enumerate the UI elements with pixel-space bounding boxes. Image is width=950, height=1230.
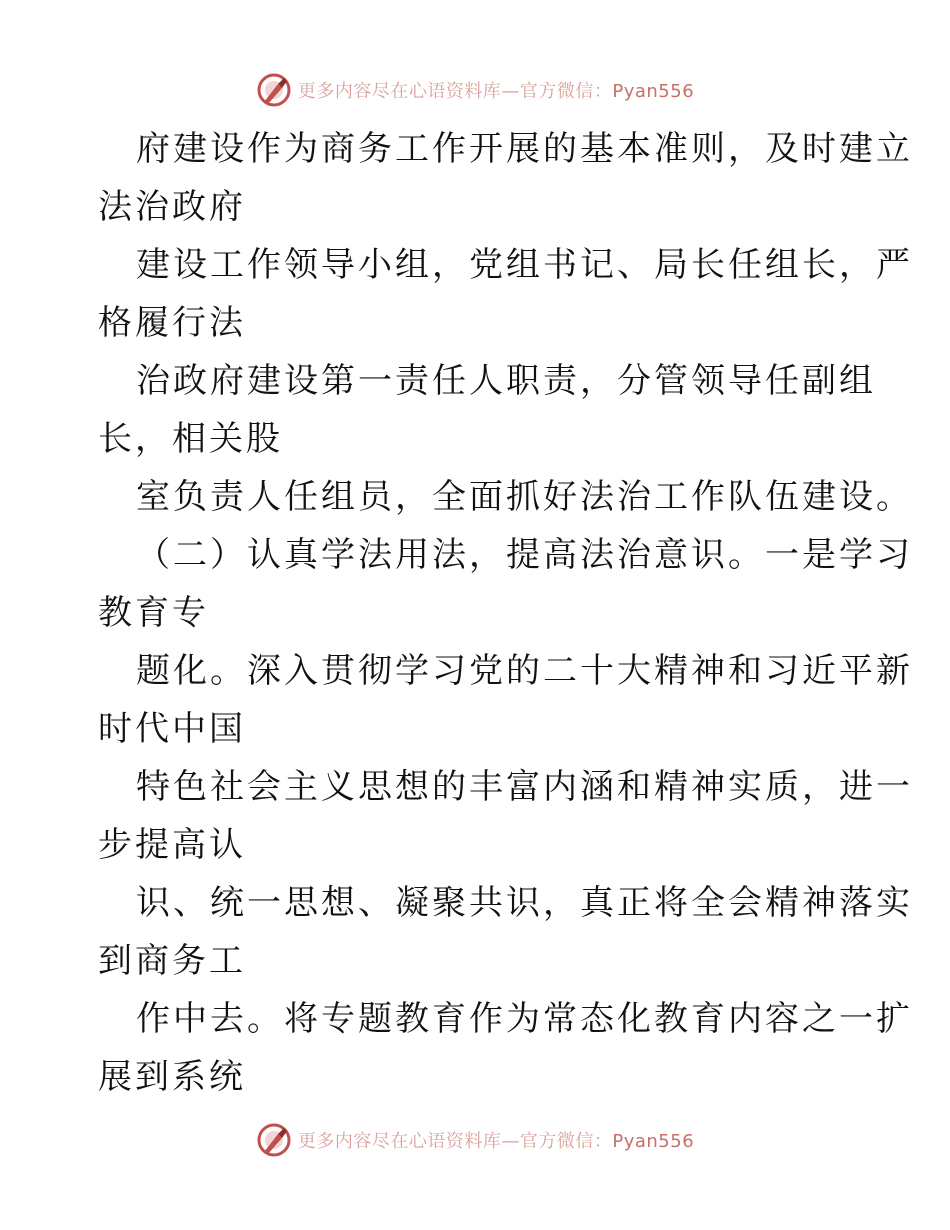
body-line: 法治政府 (98, 187, 246, 227)
footer-banner-text: 更多内容尽在心语资料库—官方微信：Pyan556 (297, 1131, 695, 1152)
body-line: 府建设作为商务工作开展的基本准则，及时建立 (136, 129, 913, 169)
footer-wechat-id: Pyan556 (612, 1131, 695, 1152)
body-line: 到商务工 (98, 941, 246, 981)
body-line: 时代中国 (98, 709, 246, 749)
header-banner-text: 更多内容尽在心语资料库—官方微信：Pyan556 (297, 81, 695, 102)
body-line: 教育专 (98, 593, 209, 633)
body-line: 建设工作领导小组，党组书记、局长任组长，严 (136, 245, 913, 285)
body-line: 识、统一思想、凝聚共识，真正将全会精神落实 (136, 883, 913, 923)
body-line: 步提高认 (98, 825, 246, 865)
header-wechat-id: Pyan556 (612, 81, 695, 102)
body-line: 室负责人任组员，全面抓好法治工作队伍建设。 (136, 477, 913, 517)
body-line: 治政府建设第一责任人职责，分管领导任副组 (136, 361, 876, 401)
body-line: 特色社会主义思想的丰富内涵和精神实质，进一 (136, 767, 913, 807)
body-line: 长，相关股 (98, 419, 283, 459)
body-line: （二）认真学法用法，提高法治意识。一是学习 (136, 535, 913, 575)
footer-banner (0, 1120, 950, 1160)
pen-nib-logo-icon (256, 72, 292, 108)
pen-nib-logo-icon (256, 1122, 292, 1158)
header-banner (0, 70, 950, 110)
document-body (98, 120, 913, 1106)
body-line: 展到系统 (98, 1057, 246, 1097)
body-line: 题化。深入贯彻学习党的二十大精神和习近平新 (136, 651, 913, 691)
body-line: 作中去。将专题教育作为常态化教育内容之一扩 (136, 999, 913, 1039)
body-line: 格履行法 (98, 303, 246, 343)
